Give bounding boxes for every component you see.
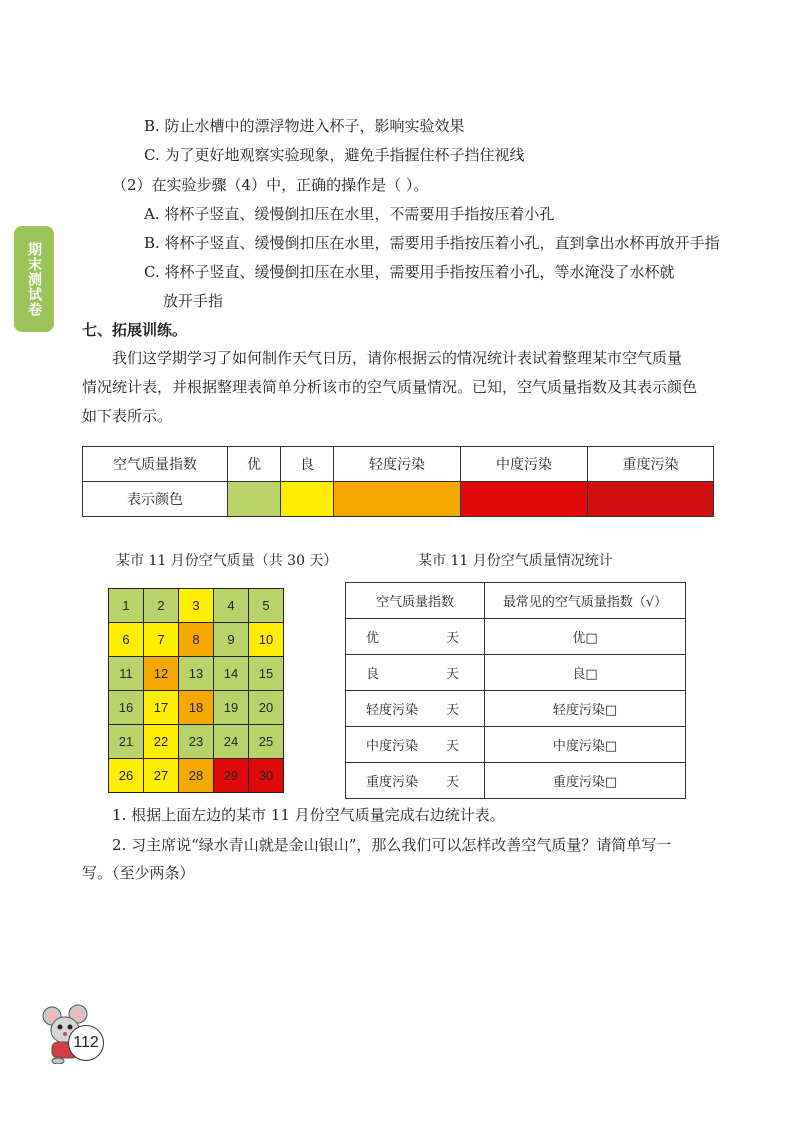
stats-unit: 天 [446, 703, 460, 718]
legend-level: 中度污染 [461, 447, 588, 482]
calendar-day-cell: 3 [179, 589, 214, 623]
stats-check-option[interactable]: 良□ [485, 655, 686, 691]
calendar-day-cell: 10 [249, 623, 284, 657]
stats-level-label: 优 [366, 631, 380, 646]
stats-header-index: 空气质量指数 [346, 583, 485, 619]
stats-row-label [346, 655, 485, 691]
stats-header-check: 最常见的空气质量指数（√） [485, 583, 686, 619]
stats-check-option[interactable]: 中度污染□ [485, 727, 686, 763]
legend-level: 轻度污染 [334, 447, 461, 482]
calendar-day-cell: 11 [109, 657, 144, 691]
calendar-day-cell: 18 [179, 691, 214, 725]
calendar-day-cell: 23 [179, 725, 214, 759]
legend-color-swatch [334, 482, 461, 517]
legend-level: 优 [228, 447, 281, 482]
stats-check-option[interactable]: 优□ [485, 619, 686, 655]
option-b2-line: B. 将杯子竖直、缓慢倒扣压在水里，需要用手指按压着小孔，直到拿出水杯再放开手指 [144, 234, 720, 252]
legend-color-swatch [228, 482, 281, 517]
paragraph-line-2: 情况统计表，并根据整理表简单分析该市的空气质量情况。已知，空气质量指数及其表示颜色 [82, 378, 698, 396]
calendar-day-cell: 7 [144, 623, 179, 657]
calendar-day-cell: 26 [109, 759, 144, 793]
question-1: 1. 根据上面左边的某市 11 月份空气质量完成右边统计表。 [112, 806, 505, 824]
stats-level-label: 重度污染 [366, 775, 419, 790]
calendar-day-cell: 24 [214, 725, 249, 759]
paragraph-line-3: 如下表所示。 [82, 407, 173, 425]
calendar-day-cell: 2 [144, 589, 179, 623]
stats-row-label [346, 691, 485, 727]
calendar-day-cell: 6 [109, 623, 144, 657]
aqi-legend-table [82, 446, 714, 517]
stats-unit: 天 [446, 631, 460, 646]
page-number: 112 [68, 1025, 104, 1061]
calendar-row [109, 657, 284, 691]
calendar-day-cell: 25 [249, 725, 284, 759]
calendar-day-cell: 5 [249, 589, 284, 623]
option-a-line: A. 将杯子竖直、缓慢倒扣压在水里，不需要用手指按压着小孔 [144, 205, 555, 223]
legend-level: 良 [281, 447, 334, 482]
stats-level-label: 中度污染 [366, 739, 419, 754]
legend-level: 重度污染 [588, 447, 714, 482]
stats-level-label: 轻度污染 [366, 703, 419, 718]
question-2-line: （2）在实验步骤（4）中，正确的操作是（ ）。 [112, 176, 429, 194]
grid-title: 某市 11 月份空气质量（共 30 天） [116, 553, 338, 569]
side-tab-label: 期末测试卷 [26, 241, 42, 317]
side-tab [14, 226, 54, 332]
calendar-day-cell: 8 [179, 623, 214, 657]
calendar-row [109, 623, 284, 657]
stats-row-label [346, 727, 485, 763]
stats-unit: 天 [446, 775, 460, 790]
calendar-day-cell: 1 [109, 589, 144, 623]
calendar-day-cell: 27 [144, 759, 179, 793]
stats-level-label: 良 [366, 667, 380, 682]
option-c2-line: C. 将杯子竖直、缓慢倒扣压在水里，需要用手指按压着小孔，等水淹没了水杯就 [144, 263, 675, 281]
option-b-line: B. 防止水槽中的漂浮物进入杯子，影响实验效果 [144, 117, 465, 135]
legend-color-label: 表示颜色 [83, 482, 228, 517]
question-2-continuation: 写。（至少两条） [82, 864, 195, 882]
legend-color-swatch [461, 482, 588, 517]
calendar-day-cell: 21 [109, 725, 144, 759]
stats-unit: 天 [446, 739, 460, 754]
calendar-day-cell: 20 [249, 691, 284, 725]
calendar-row [109, 589, 284, 623]
calendar-day-cell: 4 [214, 589, 249, 623]
calendar-row [109, 725, 284, 759]
option-c2-continuation: 放开手指 [163, 292, 224, 310]
calendar-day-cell: 14 [214, 657, 249, 691]
calendar-day-cell: 29 [214, 759, 249, 793]
stats-check-option[interactable]: 重度污染□ [485, 763, 686, 799]
calendar-day-cell: 13 [179, 657, 214, 691]
stats-row-label [346, 619, 485, 655]
stats-table [345, 582, 686, 799]
stats-title: 某市 11 月份空气质量情况统计 [418, 553, 613, 569]
section-heading: 七、拓展训练。 [82, 321, 188, 339]
question-2: 2. 习主席说“绿水青山就是金山银山”，那么我们可以怎样改善空气质量？请简单写一 [112, 836, 672, 854]
stats-check-option[interactable]: 轻度污染□ [485, 691, 686, 727]
legend-header-label: 空气质量指数 [83, 447, 228, 482]
stats-row-label [346, 763, 485, 799]
calendar-day-cell: 22 [144, 725, 179, 759]
option-c-line: C. 为了更好地观察实验现象，避免手指握住杯子挡住视线 [144, 146, 525, 164]
calendar-day-cell: 30 [249, 759, 284, 793]
calendar-grid [108, 588, 284, 793]
stats-unit: 天 [446, 667, 460, 682]
paragraph-line-1: 我们这学期学习了如何制作天气日历，请你根据云的情况统计表试着整理某市空气质量 [112, 349, 683, 367]
calendar-day-cell: 16 [109, 691, 144, 725]
calendar-day-cell: 12 [144, 657, 179, 691]
calendar-day-cell: 15 [249, 657, 284, 691]
legend-color-swatch [281, 482, 334, 517]
calendar-day-cell: 28 [179, 759, 214, 793]
calendar-row [109, 759, 284, 793]
calendar-day-cell: 17 [144, 691, 179, 725]
legend-color-swatch [588, 482, 714, 517]
calendar-day-cell: 9 [214, 623, 249, 657]
calendar-day-cell: 19 [214, 691, 249, 725]
calendar-row [109, 691, 284, 725]
